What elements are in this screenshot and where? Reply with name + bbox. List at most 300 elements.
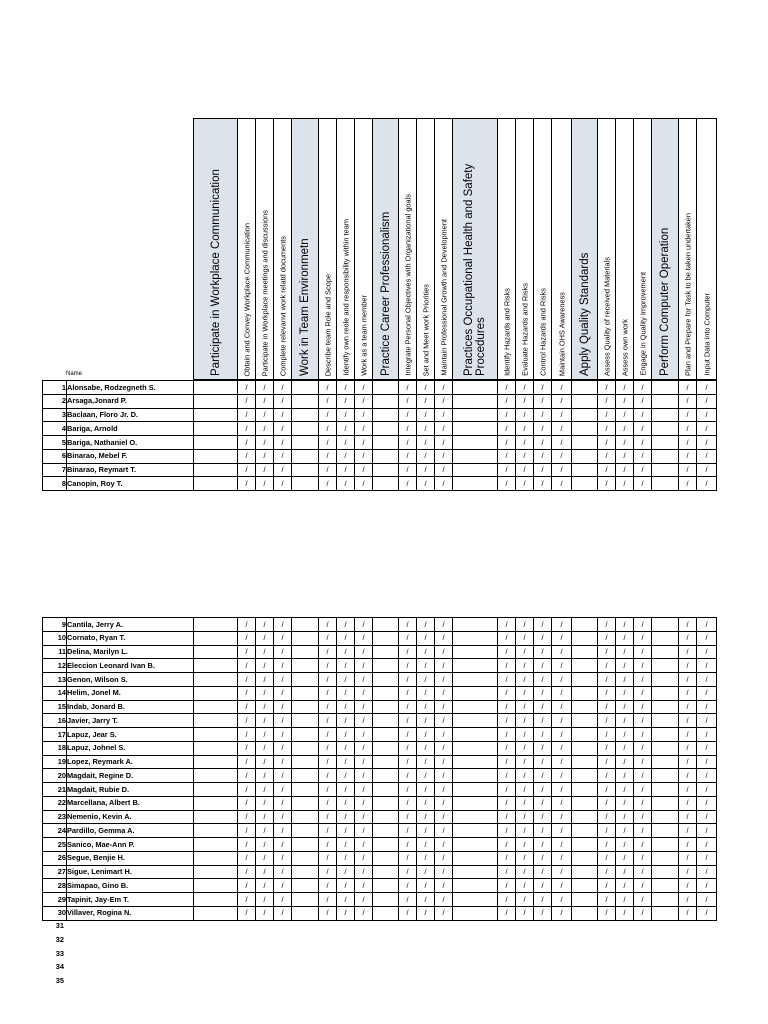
table-row — [43, 741, 717, 755]
check-mark-cell: / — [337, 394, 355, 408]
check-mark-cell: / — [679, 686, 697, 700]
empty-cell — [453, 865, 498, 879]
check-mark-cell: / — [256, 769, 274, 783]
check-mark-cell: / — [697, 810, 717, 824]
empty-cell — [194, 810, 238, 824]
check-mark-cell: / — [679, 477, 697, 491]
check-mark-cell: / — [337, 865, 355, 879]
empty-cell — [373, 783, 399, 797]
check-mark-cell: / — [337, 838, 355, 852]
header-cell — [434, 118, 453, 380]
empty-cell — [292, 769, 319, 783]
empty-cell — [453, 686, 498, 700]
check-mark-cell: / — [516, 906, 534, 920]
check-mark-cell: / — [679, 714, 697, 728]
check-mark-cell: / — [238, 755, 256, 769]
check-mark-cell: / — [498, 865, 516, 879]
empty-cell — [453, 700, 498, 714]
row-number: 33 — [55, 948, 64, 958]
check-mark-cell: / — [337, 477, 355, 491]
check-mark-cell: / — [355, 381, 373, 395]
check-mark-cell: / — [534, 631, 552, 645]
check-mark-cell: / — [634, 394, 652, 408]
check-mark-cell: / — [319, 449, 337, 463]
check-mark-cell: / — [516, 673, 534, 687]
empty-cell — [572, 893, 598, 907]
check-mark-cell: / — [598, 645, 616, 659]
check-mark-cell: / — [616, 810, 634, 824]
check-mark-cell: / — [256, 449, 274, 463]
competency-title: Practice Career Professionalism — [379, 211, 392, 376]
check-mark-cell: / — [319, 436, 337, 450]
check-mark-cell: / — [256, 645, 274, 659]
check-mark-cell: / — [552, 838, 572, 852]
check-mark-cell: / — [552, 851, 572, 865]
check-mark-cell: / — [274, 381, 292, 395]
check-mark-cell: / — [435, 408, 453, 422]
check-mark-cell: / — [256, 741, 274, 755]
empty-cell — [652, 449, 679, 463]
check-mark-cell: / — [516, 810, 534, 824]
empty-cell — [194, 906, 238, 920]
empty-cell — [572, 463, 598, 477]
check-mark-cell: / — [598, 796, 616, 810]
check-mark-cell: / — [498, 463, 516, 477]
empty-cell — [652, 408, 679, 422]
empty-cell — [194, 394, 238, 408]
check-mark-cell: / — [417, 838, 435, 852]
check-mark-cell: / — [634, 477, 652, 491]
empty-cell — [453, 477, 498, 491]
check-mark-cell: / — [355, 879, 373, 893]
check-mark-cell: / — [552, 796, 572, 810]
row-number: 14 — [43, 686, 67, 700]
check-mark-cell: / — [634, 381, 652, 395]
student-name: Magdait, Regine D. — [67, 769, 194, 783]
empty-cell — [373, 728, 399, 742]
check-mark-cell: / — [516, 477, 534, 491]
empty-cell — [292, 810, 319, 824]
header-cell — [651, 118, 679, 380]
check-mark-cell: / — [634, 686, 652, 700]
check-mark-cell: / — [598, 659, 616, 673]
table-row — [43, 851, 717, 865]
check-mark-cell: / — [552, 728, 572, 742]
check-mark-cell: / — [319, 422, 337, 436]
check-mark-cell: / — [274, 865, 292, 879]
check-mark-cell: / — [256, 906, 274, 920]
check-mark-cell: / — [516, 659, 534, 673]
empty-cell — [194, 422, 238, 436]
check-mark-cell: / — [399, 838, 417, 852]
check-mark-cell: / — [274, 686, 292, 700]
check-mark-cell: / — [319, 755, 337, 769]
empty-cell — [292, 408, 319, 422]
empty-cell — [572, 838, 598, 852]
student-name: Cornato, Ryan T. — [67, 631, 194, 645]
check-mark-cell: / — [256, 810, 274, 824]
check-mark-cell: / — [552, 645, 572, 659]
check-mark-cell: / — [679, 851, 697, 865]
check-mark-cell: / — [634, 449, 652, 463]
check-mark-cell: / — [679, 741, 697, 755]
student-name: Indab, Jonard B. — [67, 700, 194, 714]
check-mark-cell: / — [498, 659, 516, 673]
check-mark-cell: / — [256, 408, 274, 422]
header-cell — [318, 118, 337, 380]
empty-cell — [453, 838, 498, 852]
empty-cell — [453, 769, 498, 783]
check-mark-cell: / — [355, 618, 373, 632]
row-number: 23 — [43, 810, 67, 824]
check-mark-cell: / — [238, 810, 256, 824]
check-mark-cell: / — [319, 810, 337, 824]
competency-title: Apply Quality Standards — [578, 252, 591, 376]
empty-cell — [292, 893, 319, 907]
header-cell — [615, 118, 634, 380]
check-mark-cell: / — [399, 381, 417, 395]
header-cell — [398, 118, 417, 380]
empty-cell — [652, 838, 679, 852]
check-mark-cell: / — [319, 893, 337, 907]
empty-cell — [194, 659, 238, 673]
check-mark-cell: / — [697, 422, 717, 436]
sub-competency-label: Engage in Quality Improvement — [637, 272, 647, 376]
check-mark-cell: / — [435, 714, 453, 728]
check-mark-cell: / — [634, 422, 652, 436]
check-mark-cell: / — [697, 394, 717, 408]
check-mark-cell: / — [238, 449, 256, 463]
check-mark-cell: / — [256, 422, 274, 436]
check-mark-cell: / — [679, 673, 697, 687]
check-mark-cell: / — [679, 810, 697, 824]
check-mark-cell: / — [417, 796, 435, 810]
empty-cell — [453, 449, 498, 463]
check-mark-cell: / — [238, 851, 256, 865]
check-mark-cell: / — [534, 728, 552, 742]
check-mark-cell: / — [679, 893, 697, 907]
empty-cell — [292, 645, 319, 659]
check-mark-cell: / — [435, 686, 453, 700]
check-mark-cell: / — [697, 686, 717, 700]
check-mark-cell: / — [355, 810, 373, 824]
empty-cell — [373, 796, 399, 810]
check-mark-cell: / — [319, 769, 337, 783]
check-mark-cell: / — [274, 436, 292, 450]
check-mark-cell: / — [697, 631, 717, 645]
empty-cell — [194, 865, 238, 879]
row-number: 20 — [43, 769, 67, 783]
check-mark-cell: / — [435, 673, 453, 687]
check-mark-cell: / — [319, 906, 337, 920]
check-mark-cell: / — [417, 700, 435, 714]
check-mark-cell: / — [598, 408, 616, 422]
check-mark-cell: / — [337, 796, 355, 810]
check-mark-cell: / — [598, 879, 616, 893]
row-number: 11 — [43, 645, 67, 659]
empty-cell — [572, 865, 598, 879]
table-row — [43, 645, 717, 659]
check-mark-cell: / — [417, 477, 435, 491]
empty-cell — [194, 381, 238, 395]
check-mark-cell: / — [256, 796, 274, 810]
check-mark-cell: / — [274, 673, 292, 687]
check-mark-cell: / — [634, 810, 652, 824]
check-mark-cell: / — [417, 408, 435, 422]
empty-cell — [572, 618, 598, 632]
check-mark-cell: / — [616, 728, 634, 742]
check-mark-cell: / — [516, 879, 534, 893]
check-mark-cell: / — [238, 700, 256, 714]
check-mark-cell: / — [598, 865, 616, 879]
check-mark-cell: / — [355, 769, 373, 783]
check-mark-cell: / — [516, 755, 534, 769]
check-mark-cell: / — [238, 893, 256, 907]
check-mark-cell: / — [274, 838, 292, 852]
check-mark-cell: / — [399, 906, 417, 920]
empty-cell — [194, 796, 238, 810]
check-mark-cell: / — [319, 741, 337, 755]
empty-cell — [572, 728, 598, 742]
check-mark-cell: / — [634, 783, 652, 797]
check-mark-cell: / — [256, 463, 274, 477]
check-mark-cell: / — [435, 659, 453, 673]
check-mark-cell: / — [616, 381, 634, 395]
student-name: Bariga, Arnold — [67, 422, 194, 436]
check-mark-cell: / — [598, 477, 616, 491]
check-mark-cell: / — [534, 477, 552, 491]
check-mark-cell: / — [274, 659, 292, 673]
check-mark-cell: / — [274, 755, 292, 769]
check-mark-cell: / — [399, 810, 417, 824]
check-mark-cell: / — [399, 728, 417, 742]
check-mark-cell: / — [355, 728, 373, 742]
table-row — [43, 618, 717, 632]
check-mark-cell: / — [238, 796, 256, 810]
table-row — [43, 381, 717, 395]
header-cell — [237, 118, 256, 380]
check-mark-cell: / — [598, 618, 616, 632]
row-number: 32 — [55, 934, 64, 944]
check-mark-cell: / — [634, 769, 652, 783]
check-mark-cell: / — [697, 769, 717, 783]
check-mark-cell: / — [552, 449, 572, 463]
check-mark-cell: / — [516, 865, 534, 879]
check-mark-cell: / — [399, 783, 417, 797]
check-mark-cell: / — [598, 906, 616, 920]
sub-competency-label: Identify Hazards and Risks — [501, 288, 511, 376]
check-mark-cell: / — [516, 463, 534, 477]
empty-cell — [373, 741, 399, 755]
check-mark-cell: / — [552, 659, 572, 673]
student-name: Cantila, Jerry A. — [67, 618, 194, 632]
empty-cell — [194, 673, 238, 687]
empty-cell — [453, 741, 498, 755]
table-row — [43, 838, 717, 852]
sub-competency-label: Evaluate Hazards and Risks — [519, 283, 529, 376]
row-number: 1 — [43, 381, 67, 395]
check-mark-cell: / — [238, 394, 256, 408]
check-mark-cell: / — [274, 477, 292, 491]
check-mark-cell: / — [274, 631, 292, 645]
check-mark-cell: / — [355, 645, 373, 659]
check-mark-cell: / — [534, 408, 552, 422]
row-number: 27 — [43, 865, 67, 879]
check-mark-cell: / — [552, 394, 572, 408]
check-mark-cell: / — [552, 408, 572, 422]
student-name: Marcellana, Albert B. — [67, 796, 194, 810]
check-mark-cell: / — [355, 477, 373, 491]
check-mark-cell: / — [256, 659, 274, 673]
row-number: 21 — [43, 783, 67, 797]
student-name: Genon, Wilson S. — [67, 673, 194, 687]
empty-cell — [194, 714, 238, 728]
check-mark-cell: / — [399, 700, 417, 714]
sub-competency-label: Control Hazards and Risks — [537, 288, 547, 376]
check-mark-cell: / — [319, 477, 337, 491]
check-mark-cell: / — [498, 700, 516, 714]
check-mark-cell: / — [274, 906, 292, 920]
table-row — [43, 879, 717, 893]
empty-cell — [572, 645, 598, 659]
check-mark-cell: / — [697, 728, 717, 742]
check-mark-cell: / — [435, 769, 453, 783]
check-mark-cell: / — [679, 381, 697, 395]
check-mark-cell: / — [417, 714, 435, 728]
check-mark-cell: / — [616, 741, 634, 755]
check-mark-cell: / — [417, 631, 435, 645]
empty-cell — [572, 810, 598, 824]
check-mark-cell: / — [598, 810, 616, 824]
check-mark-cell: / — [634, 824, 652, 838]
check-mark-cell: / — [435, 783, 453, 797]
student-name: Lopez, Reymark A. — [67, 755, 194, 769]
check-mark-cell: / — [319, 645, 337, 659]
table-row — [43, 408, 717, 422]
check-mark-cell: / — [534, 783, 552, 797]
check-mark-cell: / — [679, 879, 697, 893]
check-mark-cell: / — [399, 865, 417, 879]
row-number: 5 — [43, 436, 67, 450]
check-mark-cell: / — [516, 728, 534, 742]
empty-cell — [373, 714, 399, 728]
sub-competency-label: Assess Quality of received Materials — [601, 256, 611, 376]
empty-cell — [194, 783, 238, 797]
check-mark-cell: / — [319, 631, 337, 645]
check-mark-cell: / — [498, 769, 516, 783]
table-row — [43, 436, 717, 450]
check-mark-cell: / — [516, 618, 534, 632]
check-mark-cell: / — [435, 741, 453, 755]
empty-cell — [292, 436, 319, 450]
empty-cell — [292, 700, 319, 714]
check-mark-cell: / — [516, 700, 534, 714]
check-mark-cell: / — [616, 618, 634, 632]
empty-cell — [572, 449, 598, 463]
check-mark-cell: / — [616, 796, 634, 810]
check-mark-cell: / — [552, 810, 572, 824]
empty-cell — [194, 463, 238, 477]
check-mark-cell: / — [238, 659, 256, 673]
check-mark-cell: / — [319, 408, 337, 422]
sub-competency-label: Participate in Workplace meetings and discussions — [259, 209, 269, 376]
check-mark-cell: / — [552, 673, 572, 687]
empty-cell — [572, 631, 598, 645]
check-mark-cell: / — [319, 659, 337, 673]
empty-cell — [572, 755, 598, 769]
empty-cell — [652, 893, 679, 907]
check-mark-cell: / — [516, 851, 534, 865]
check-mark-cell: / — [274, 408, 292, 422]
empty-cell — [453, 879, 498, 893]
empty-cell — [453, 893, 498, 907]
check-mark-cell: / — [417, 769, 435, 783]
check-mark-cell: / — [498, 422, 516, 436]
empty-cell — [652, 686, 679, 700]
check-mark-cell: / — [337, 618, 355, 632]
check-mark-cell: / — [634, 436, 652, 450]
empty-cell — [373, 906, 399, 920]
row-number: 29 — [43, 893, 67, 907]
table-row — [43, 810, 717, 824]
check-mark-cell: / — [634, 728, 652, 742]
check-mark-cell: / — [498, 645, 516, 659]
check-mark-cell: / — [417, 673, 435, 687]
check-mark-cell: / — [498, 796, 516, 810]
student-name: Eleccion Leonard Ivan B. — [67, 659, 194, 673]
check-mark-cell: / — [337, 714, 355, 728]
empty-cell — [292, 879, 319, 893]
header-cell — [515, 118, 534, 380]
empty-cell — [652, 879, 679, 893]
check-mark-cell: / — [417, 463, 435, 477]
check-mark-cell: / — [634, 659, 652, 673]
check-mark-cell: / — [552, 865, 572, 879]
check-mark-cell: / — [598, 755, 616, 769]
check-mark-cell: / — [274, 879, 292, 893]
check-mark-cell: / — [238, 463, 256, 477]
check-mark-cell: / — [498, 810, 516, 824]
student-name: Arsaga,Jonard P. — [67, 394, 194, 408]
check-mark-cell: / — [435, 879, 453, 893]
check-mark-cell: / — [238, 618, 256, 632]
check-mark-cell: / — [417, 851, 435, 865]
check-mark-cell: / — [256, 865, 274, 879]
empty-cell — [373, 893, 399, 907]
row-number: 13 — [43, 673, 67, 687]
table-row — [43, 783, 717, 797]
empty-cell — [292, 659, 319, 673]
check-mark-cell: / — [399, 769, 417, 783]
check-mark-cell: / — [616, 436, 634, 450]
competency-title: Perform Computer Operation — [658, 227, 671, 376]
empty-cell — [652, 906, 679, 920]
empty-cell — [652, 394, 679, 408]
check-mark-cell: / — [697, 463, 717, 477]
student-name: Nemenio, Kevin A. — [67, 810, 194, 824]
check-mark-cell: / — [319, 824, 337, 838]
check-mark-cell: / — [598, 838, 616, 852]
empty-cell — [194, 645, 238, 659]
check-mark-cell: / — [337, 449, 355, 463]
empty-cell — [194, 618, 238, 632]
check-mark-cell: / — [616, 838, 634, 852]
check-mark-cell: / — [355, 755, 373, 769]
table-row — [43, 631, 717, 645]
check-mark-cell: / — [697, 477, 717, 491]
check-mark-cell: / — [319, 714, 337, 728]
check-mark-cell: / — [435, 865, 453, 879]
